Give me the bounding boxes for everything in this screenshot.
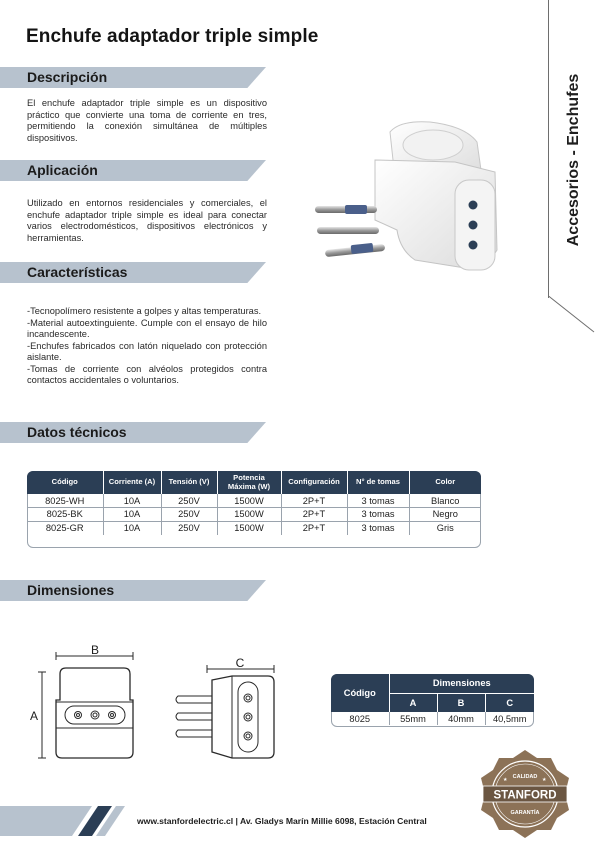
table-row	[27, 508, 481, 522]
table-header-row	[27, 471, 481, 494]
cell-tension: 250V	[161, 494, 217, 508]
cell-tomas: 3 tomas	[347, 494, 409, 508]
dim-header-b: B	[437, 693, 485, 712]
footer-stripes	[0, 806, 125, 836]
logo-bottom: GARANTÍA	[510, 810, 540, 816]
header-potencia: Potencia Máxima (W)	[217, 471, 281, 494]
section-heading-descripcion: Descripción	[27, 69, 108, 85]
label-c: C	[235, 656, 245, 670]
dim-table	[331, 674, 534, 725]
section-heading-caracteristicas: Características	[27, 264, 128, 280]
dim-header-a: A	[389, 693, 437, 712]
footer-address: www.stanfordelectric.cl | Av. Gladys Marín Millie 6098, Estación Central	[137, 816, 427, 826]
cell-codigo: 8025-GR	[27, 521, 103, 535]
list-item: -Tecnopolímero resistente a golpes y altas temperaturas.	[27, 306, 262, 316]
section-heading-datos-tecnicos: Datos técnicos	[27, 424, 127, 440]
cell-tension: 250V	[161, 521, 217, 535]
aplicacion-text: Utilizado en entornos residenciales y comerciales, el enchufe adaptador triple simple es ideal para conectar varios electrodomésticos, dispositivos electrónicos y herramientas.	[27, 198, 267, 243]
header-tension: Tensión (V)	[161, 471, 217, 494]
cell-corriente: 10A	[103, 508, 161, 522]
dim-cell-c: 40,5mm	[492, 713, 527, 724]
star-icon: ★	[542, 777, 547, 783]
cell-configuracion: 2P+T	[281, 508, 347, 522]
page-title: Enchufe adaptador triple simple	[26, 26, 319, 47]
cell-configuracion: 2P+T	[281, 494, 347, 508]
header-tomas: N° de tomas	[347, 471, 409, 494]
dim-header-codigo: Código	[331, 674, 389, 712]
cell-tomas: 3 tomas	[347, 521, 409, 535]
header-corriente: Corriente (A)	[103, 471, 161, 494]
caracteristicas-list	[27, 306, 267, 387]
list-item: -Enchufes fabricados con latón niquelado con protección aislante.	[27, 340, 267, 362]
cell-tension: 250V	[161, 508, 217, 522]
cell-color: Negro	[409, 508, 481, 522]
side-tab-corner	[548, 296, 595, 336]
cell-corriente: 10A	[103, 521, 161, 535]
dim-cell-codigo: 8025	[331, 712, 389, 725]
cell-potencia: 1500W	[217, 494, 281, 508]
cell-configuracion: 2P+T	[281, 521, 347, 535]
list-item: -Tomas de corriente con alvéolos protegidos contra contactos accidentales o voluntarios.	[27, 363, 267, 385]
cell-codigo: 8025-WH	[27, 494, 103, 508]
table-row	[27, 521, 481, 535]
star-icon: ★	[503, 777, 508, 783]
stanford-logo	[479, 748, 571, 840]
dimension-diagram	[20, 640, 280, 770]
cell-codigo: 8025-BK	[27, 508, 103, 522]
logo-brand: STANFORD	[493, 789, 557, 802]
cell-color: Blanco	[409, 494, 481, 508]
header-configuracion: Configuración	[281, 471, 347, 494]
header-codigo: Código	[27, 471, 103, 494]
cell-tomas: 3 tomas	[347, 508, 409, 522]
cell-corriente: 10A	[103, 494, 161, 508]
dim-header-row	[331, 674, 534, 693]
dim-cell-b: 40mm	[437, 712, 485, 725]
product-image	[305, 110, 510, 275]
dim-header-c: C	[485, 693, 534, 712]
table-row	[331, 712, 534, 725]
side-tab-label: Accesorios - Enchufes	[565, 73, 582, 247]
dim-header-dimensiones: Dimensiones	[389, 674, 534, 693]
label-b: B	[90, 643, 100, 657]
cell-potencia: 1500W	[217, 521, 281, 535]
cell-color: Gris	[436, 523, 454, 533]
list-item: -Material autoextinguiente. Cumple con el ensayo de hilo incandescente.	[27, 317, 267, 339]
section-heading-dimensiones: Dimensiones	[27, 582, 115, 598]
label-a: A	[29, 709, 39, 723]
side-tab-border	[548, 0, 549, 298]
cell-potencia: 1500W	[217, 508, 281, 522]
header-color: Color	[409, 471, 481, 494]
dim-cell-a: 55mm	[389, 712, 437, 725]
descripcion-text: El enchufe adaptador triple simple es un dispositivo práctico que convierte una toma de corriente en tres, permitiendo la conexión simultánea de múltiples dispositivos.	[27, 98, 267, 143]
logo-top: CALIDAD	[512, 774, 538, 780]
tech-table	[27, 471, 481, 535]
section-heading-aplicacion: Aplicación	[27, 162, 98, 178]
table-row	[27, 494, 481, 508]
